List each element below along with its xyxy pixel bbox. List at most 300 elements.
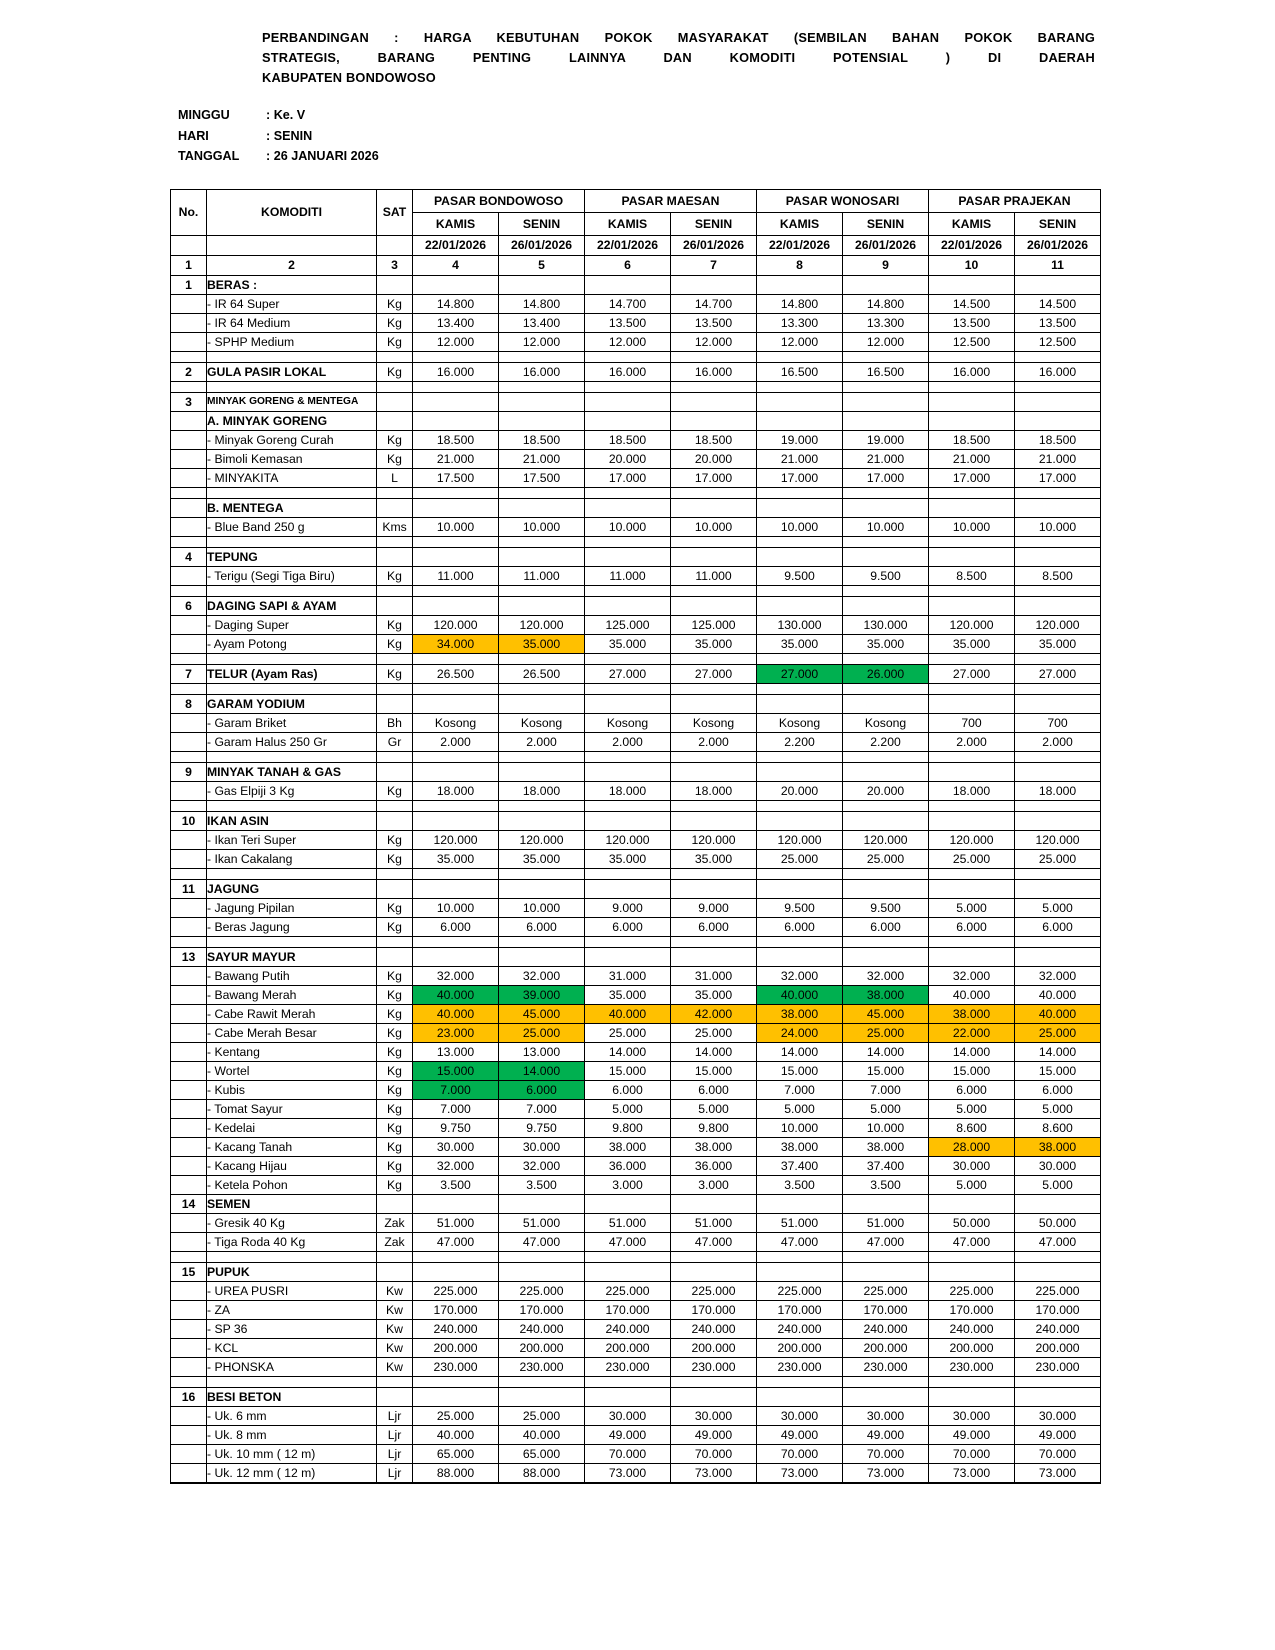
- table-row: [171, 332, 1101, 351]
- cell-price: 120.000: [757, 830, 843, 849]
- cell-price: 20.000: [671, 449, 757, 468]
- cell-price: 37.400: [843, 1156, 929, 1175]
- cell-price: 15.000: [843, 1061, 929, 1080]
- table-spacer-row: [171, 751, 1101, 762]
- cell-price: 25.000: [1015, 1023, 1101, 1042]
- cell-price: 6.000: [1015, 917, 1101, 936]
- cell-price: [585, 1387, 671, 1406]
- cell-price: 18.500: [1015, 430, 1101, 449]
- cell-price: [1015, 762, 1101, 781]
- spacer-cell: [843, 936, 929, 947]
- spacer-cell: [413, 536, 499, 547]
- cell-satuan: Kg: [377, 362, 413, 381]
- cell-komoditi: - SP 36: [207, 1319, 377, 1338]
- cell-price: 70.000: [929, 1444, 1015, 1463]
- cell-price: 2.200: [757, 732, 843, 751]
- cell-satuan: Kg: [377, 313, 413, 332]
- cell-no: [171, 468, 207, 487]
- spacer-cell: [413, 653, 499, 664]
- cell-price: 8.500: [929, 566, 1015, 585]
- spacer-cell: [499, 868, 585, 879]
- table-row: [171, 1444, 1101, 1463]
- spacer-cell: [413, 351, 499, 362]
- header-sat: SAT: [377, 189, 413, 235]
- cell-price: 18.500: [413, 430, 499, 449]
- cell-price: 7.000: [757, 1080, 843, 1099]
- cell-komoditi: - Kentang: [207, 1042, 377, 1061]
- cell-price: 200.000: [929, 1338, 1015, 1357]
- header-day-bondowoso-kamis: KAMIS: [413, 212, 499, 235]
- spacer-cell: [499, 1251, 585, 1262]
- spacer-cell: [843, 381, 929, 392]
- spacer-cell: [1015, 800, 1101, 811]
- cell-price: 3.500: [843, 1175, 929, 1194]
- cell-price: 225.000: [413, 1281, 499, 1300]
- spacer-cell: [499, 536, 585, 547]
- spacer-cell: [843, 1376, 929, 1387]
- spacer-cell: [757, 868, 843, 879]
- cell-price: 65.000: [499, 1444, 585, 1463]
- cell-price: [671, 879, 757, 898]
- cell-price: 32.000: [843, 966, 929, 985]
- spacer-cell: [757, 1376, 843, 1387]
- spacer-cell: [207, 936, 377, 947]
- cell-price: 16.000: [585, 362, 671, 381]
- spacer-cell: [585, 683, 671, 694]
- spacer-cell: [1015, 487, 1101, 498]
- cell-price: 20.000: [843, 781, 929, 800]
- cell-price: 3.500: [499, 1175, 585, 1194]
- document-meta: [178, 105, 1275, 166]
- cell-price: 35.000: [671, 849, 757, 868]
- cell-price: 16.000: [929, 362, 1015, 381]
- cell-price: [671, 498, 757, 517]
- cell-price: 9.800: [585, 1118, 671, 1137]
- cell-price: 49.000: [843, 1425, 929, 1444]
- spacer-cell: [1015, 868, 1101, 879]
- cell-price: [843, 547, 929, 566]
- cell-price: [585, 811, 671, 830]
- cell-no: [171, 1319, 207, 1338]
- cell-komoditi: BERAS :: [207, 275, 377, 294]
- table-row: [171, 1061, 1101, 1080]
- cell-price: 38.000: [757, 1137, 843, 1156]
- spacer-cell: [1015, 351, 1101, 362]
- cell-price: 26.500: [499, 664, 585, 683]
- cell-komoditi: - Uk. 8 mm: [207, 1425, 377, 1444]
- spacer-cell: [1015, 585, 1101, 596]
- cell-komoditi: - Terigu (Segi Tiga Biru): [207, 566, 377, 585]
- meta-value-tanggal: : 26 JANUARI 2026: [266, 149, 379, 164]
- table-row: [171, 1156, 1101, 1175]
- spacer-cell: [377, 381, 413, 392]
- cell-price: 12.500: [929, 332, 1015, 351]
- spacer-cell: [757, 536, 843, 547]
- cell-price: [499, 879, 585, 898]
- spacer-cell: [413, 751, 499, 762]
- cell-price: [757, 1194, 843, 1213]
- cell-price: 15.000: [757, 1061, 843, 1080]
- cell-price: 230.000: [585, 1357, 671, 1376]
- spacer-cell: [413, 585, 499, 596]
- cell-price: [585, 498, 671, 517]
- cell-no: [171, 1080, 207, 1099]
- cell-price: [1015, 498, 1101, 517]
- cell-price: [1015, 947, 1101, 966]
- bottom-border-cell: [757, 1482, 843, 1483]
- cell-satuan: Kg: [377, 634, 413, 653]
- spacer-cell: [377, 800, 413, 811]
- spacer-cell: [671, 653, 757, 664]
- cell-price: 16.000: [499, 362, 585, 381]
- cell-price: 170.000: [929, 1300, 1015, 1319]
- cell-price: [843, 1194, 929, 1213]
- cell-price: 14.000: [757, 1042, 843, 1061]
- cell-price: 9.750: [499, 1118, 585, 1137]
- cell-price: 36.000: [671, 1156, 757, 1175]
- cell-price: 35.000: [929, 634, 1015, 653]
- meta-value-minggu: : Ke. V: [266, 108, 306, 123]
- cell-satuan: [377, 947, 413, 966]
- cell-price: 240.000: [929, 1319, 1015, 1338]
- cell-price: 5.000: [1015, 1099, 1101, 1118]
- cell-price: 2.000: [1015, 732, 1101, 751]
- cell-price: [929, 547, 1015, 566]
- cell-satuan: Kg: [377, 1023, 413, 1042]
- cell-price: 17.000: [929, 468, 1015, 487]
- cell-price: 49.000: [671, 1425, 757, 1444]
- cell-price: 230.000: [413, 1357, 499, 1376]
- cell-price: 35.000: [671, 985, 757, 1004]
- cell-price: 35.000: [1015, 634, 1101, 653]
- cell-price: 2.000: [413, 732, 499, 751]
- spacer-cell: [413, 1251, 499, 1262]
- cell-price: 170.000: [413, 1300, 499, 1319]
- table-row: [171, 898, 1101, 917]
- cell-price: 16.500: [757, 362, 843, 381]
- cell-price: 10.000: [843, 517, 929, 536]
- cell-price: 32.000: [499, 1156, 585, 1175]
- table-row: [171, 1281, 1101, 1300]
- cell-price: 49.000: [1015, 1425, 1101, 1444]
- cell-price: 49.000: [585, 1425, 671, 1444]
- cell-no: [171, 1023, 207, 1042]
- spacer-cell: [929, 936, 1015, 947]
- cell-komoditi: - Tomat Sayur: [207, 1099, 377, 1118]
- spacer-cell: [171, 1376, 207, 1387]
- cell-price: 6.000: [413, 917, 499, 936]
- cell-price: 120.000: [499, 830, 585, 849]
- cell-price: 40.000: [499, 1425, 585, 1444]
- spacer-cell: [207, 487, 377, 498]
- cell-no: [171, 517, 207, 536]
- cell-price: 6.000: [585, 1080, 671, 1099]
- cell-price: 230.000: [671, 1357, 757, 1376]
- cell-price: 24.000: [757, 1023, 843, 1042]
- colnum-8: 8: [757, 255, 843, 275]
- spacer-cell: [377, 936, 413, 947]
- spacer-cell: [377, 683, 413, 694]
- cell-price: 240.000: [1015, 1319, 1101, 1338]
- cell-komoditi: - Gas Elpiji 3 Kg: [207, 781, 377, 800]
- cell-price: 50.000: [1015, 1213, 1101, 1232]
- cell-price: 170.000: [843, 1300, 929, 1319]
- header-date-maesan-kamis: 22/01/2026: [585, 235, 671, 255]
- cell-price: 230.000: [843, 1357, 929, 1376]
- spacer-cell: [413, 487, 499, 498]
- cell-price: Kosong: [413, 713, 499, 732]
- cell-price: [499, 498, 585, 517]
- cell-satuan: Kw: [377, 1300, 413, 1319]
- cell-price: 30.000: [757, 1406, 843, 1425]
- cell-no: [171, 634, 207, 653]
- bottom-border-cell: [585, 1482, 671, 1483]
- cell-price: 13.400: [413, 313, 499, 332]
- cell-price: [499, 411, 585, 430]
- spacer-cell: [207, 751, 377, 762]
- cell-price: 37.400: [757, 1156, 843, 1175]
- cell-price: 200.000: [671, 1338, 757, 1357]
- cell-price: 225.000: [585, 1281, 671, 1300]
- cell-satuan: Kg: [377, 1156, 413, 1175]
- table-row: [171, 1319, 1101, 1338]
- header-day-bondowoso-senin: SENIN: [499, 212, 585, 235]
- title-line-1: PERBANDINGAN : HARGA KEBUTUHAN POKOK MASYARAKAT (SEMBILAN BAHAN POKOK BARANG: [262, 30, 1095, 45]
- spacer-cell: [207, 381, 377, 392]
- cell-price: [929, 947, 1015, 966]
- cell-price: [585, 694, 671, 713]
- title-line-3: KABUPATEN BONDOWOSO: [262, 69, 436, 85]
- spacer-cell: [843, 351, 929, 362]
- table-row: [171, 1338, 1101, 1357]
- spacer-cell: [377, 487, 413, 498]
- spacer-cell: [1015, 751, 1101, 762]
- spacer-cell: [671, 868, 757, 879]
- cell-price: 14.700: [671, 294, 757, 313]
- cell-price: 25.000: [499, 1406, 585, 1425]
- cell-price: 170.000: [585, 1300, 671, 1319]
- spacer-cell: [1015, 536, 1101, 547]
- cell-no: 6: [171, 596, 207, 615]
- bottom-border-cell: [843, 1482, 929, 1483]
- cell-satuan: Ljr: [377, 1444, 413, 1463]
- cell-komoditi: - IR 64 Medium: [207, 313, 377, 332]
- cell-price: 73.000: [757, 1463, 843, 1482]
- cell-price: 2.000: [671, 732, 757, 751]
- cell-komoditi: SEMEN: [207, 1194, 377, 1213]
- cell-price: [671, 1194, 757, 1213]
- spacer-cell: [207, 868, 377, 879]
- table-spacer-row: [171, 1376, 1101, 1387]
- cell-satuan: Kms: [377, 517, 413, 536]
- cell-price: [929, 498, 1015, 517]
- cell-price: 39.000: [499, 985, 585, 1004]
- cell-price: 40.000: [413, 1004, 499, 1023]
- cell-price: 51.000: [671, 1213, 757, 1232]
- table-row: [171, 1042, 1101, 1061]
- meta-row-tanggal: [178, 146, 1275, 166]
- table-row: [171, 362, 1101, 381]
- cell-price: [757, 392, 843, 411]
- cell-price: 3.000: [585, 1175, 671, 1194]
- spacer-cell: [929, 351, 1015, 362]
- cell-no: [171, 1061, 207, 1080]
- cell-price: 32.000: [413, 966, 499, 985]
- cell-price: 16.000: [413, 362, 499, 381]
- cell-price: 5.000: [757, 1099, 843, 1118]
- table-spacer-row: [171, 868, 1101, 879]
- cell-price: 25.000: [413, 1406, 499, 1425]
- cell-price: 73.000: [1015, 1463, 1101, 1482]
- cell-price: 16.000: [1015, 362, 1101, 381]
- cell-price: 14.000: [1015, 1042, 1101, 1061]
- cell-price: 17.000: [671, 468, 757, 487]
- cell-price: 7.000: [499, 1099, 585, 1118]
- cell-price: 21.000: [499, 449, 585, 468]
- spacer-cell: [585, 585, 671, 596]
- cell-satuan: Kg: [377, 1099, 413, 1118]
- cell-price: 35.000: [499, 634, 585, 653]
- cell-price: [929, 1262, 1015, 1281]
- cell-satuan: Ljr: [377, 1406, 413, 1425]
- cell-satuan: Kg: [377, 1118, 413, 1137]
- cell-price: [757, 947, 843, 966]
- cell-price: 11.000: [585, 566, 671, 585]
- cell-price: [843, 811, 929, 830]
- table-spacer-row: [171, 351, 1101, 362]
- header-no: No.: [171, 189, 207, 235]
- cell-price: [929, 411, 1015, 430]
- spacer-cell: [585, 868, 671, 879]
- cell-no: [171, 1213, 207, 1232]
- cell-price: 7.000: [843, 1080, 929, 1099]
- table-row: [171, 547, 1101, 566]
- table-row: [171, 917, 1101, 936]
- spacer-cell: [671, 351, 757, 362]
- spacer-cell: [585, 936, 671, 947]
- cell-price: [757, 275, 843, 294]
- table-row: [171, 1300, 1101, 1319]
- cell-no: [171, 1137, 207, 1156]
- cell-price: 35.000: [671, 634, 757, 653]
- spacer-cell: [757, 487, 843, 498]
- spacer-cell: [585, 351, 671, 362]
- cell-satuan: [377, 811, 413, 830]
- cell-price: [671, 392, 757, 411]
- cell-price: 125.000: [585, 615, 671, 634]
- table-row: [171, 1194, 1101, 1213]
- cell-satuan: Kw: [377, 1338, 413, 1357]
- spacer-cell: [1015, 381, 1101, 392]
- spacer-cell: [929, 381, 1015, 392]
- table-row: [171, 1023, 1101, 1042]
- cell-satuan: [377, 596, 413, 615]
- spacer-cell: [207, 536, 377, 547]
- cell-satuan: Kg: [377, 849, 413, 868]
- table-row: [171, 468, 1101, 487]
- colnum-1: 1: [171, 255, 207, 275]
- cell-price: 35.000: [585, 634, 671, 653]
- spacer-cell: [1015, 653, 1101, 664]
- cell-price: 6.000: [929, 1080, 1015, 1099]
- cell-price: 3.500: [413, 1175, 499, 1194]
- cell-komoditi: - Blue Band 250 g: [207, 517, 377, 536]
- cell-price: 35.000: [843, 634, 929, 653]
- spacer-cell: [207, 683, 377, 694]
- cell-price: 5.000: [1015, 898, 1101, 917]
- table-row: [171, 985, 1101, 1004]
- cell-price: 51.000: [757, 1213, 843, 1232]
- cell-no: [171, 1425, 207, 1444]
- cell-price: [585, 879, 671, 898]
- cell-satuan: Kg: [377, 1004, 413, 1023]
- spacer-cell: [377, 351, 413, 362]
- cell-satuan: Zak: [377, 1232, 413, 1251]
- cell-price: [413, 1387, 499, 1406]
- header-blank-komoditi: [207, 235, 377, 255]
- cell-price: 22.000: [929, 1023, 1015, 1042]
- cell-price: 27.000: [585, 664, 671, 683]
- cell-satuan: Kg: [377, 332, 413, 351]
- cell-komoditi: IKAN ASIN: [207, 811, 377, 830]
- cell-no: 8: [171, 694, 207, 713]
- cell-price: [499, 547, 585, 566]
- cell-satuan: Kg: [377, 898, 413, 917]
- cell-price: [585, 1194, 671, 1213]
- cell-price: 35.000: [757, 634, 843, 653]
- table-row: [171, 781, 1101, 800]
- cell-no: 1: [171, 275, 207, 294]
- cell-price: 13.000: [499, 1042, 585, 1061]
- cell-satuan: [377, 547, 413, 566]
- cell-price: 240.000: [413, 1319, 499, 1338]
- cell-price: 10.000: [671, 517, 757, 536]
- bottom-border-cell: [171, 1482, 207, 1483]
- cell-price: 38.000: [671, 1137, 757, 1156]
- cell-price: 17.500: [499, 468, 585, 487]
- header-date-bondowoso-kamis: 22/01/2026: [413, 235, 499, 255]
- cell-no: [171, 1118, 207, 1137]
- cell-satuan: [377, 879, 413, 898]
- cell-price: 240.000: [585, 1319, 671, 1338]
- cell-komoditi: GULA PASIR LOKAL: [207, 362, 377, 381]
- cell-price: [585, 762, 671, 781]
- spacer-cell: [843, 536, 929, 547]
- cell-price: 17.500: [413, 468, 499, 487]
- spacer-cell: [671, 683, 757, 694]
- cell-price: 11.000: [413, 566, 499, 585]
- cell-price: 45.000: [843, 1004, 929, 1023]
- cell-no: 9: [171, 762, 207, 781]
- cell-price: [585, 596, 671, 615]
- cell-komoditi: - Beras Jagung: [207, 917, 377, 936]
- cell-price: 120.000: [413, 830, 499, 849]
- header-market-wonosari: PASAR WONOSARI: [757, 189, 929, 212]
- cell-price: 120.000: [413, 615, 499, 634]
- table-row: [171, 1425, 1101, 1444]
- spacer-cell: [171, 936, 207, 947]
- cell-price: 6.000: [671, 917, 757, 936]
- spacer-cell: [585, 1251, 671, 1262]
- cell-price: 47.000: [671, 1232, 757, 1251]
- cell-price: [757, 547, 843, 566]
- cell-price: 30.000: [929, 1406, 1015, 1425]
- cell-price: [929, 1194, 1015, 1213]
- cell-price: 30.000: [413, 1137, 499, 1156]
- cell-price: [929, 596, 1015, 615]
- cell-price: 30.000: [929, 1156, 1015, 1175]
- cell-price: 200.000: [843, 1338, 929, 1357]
